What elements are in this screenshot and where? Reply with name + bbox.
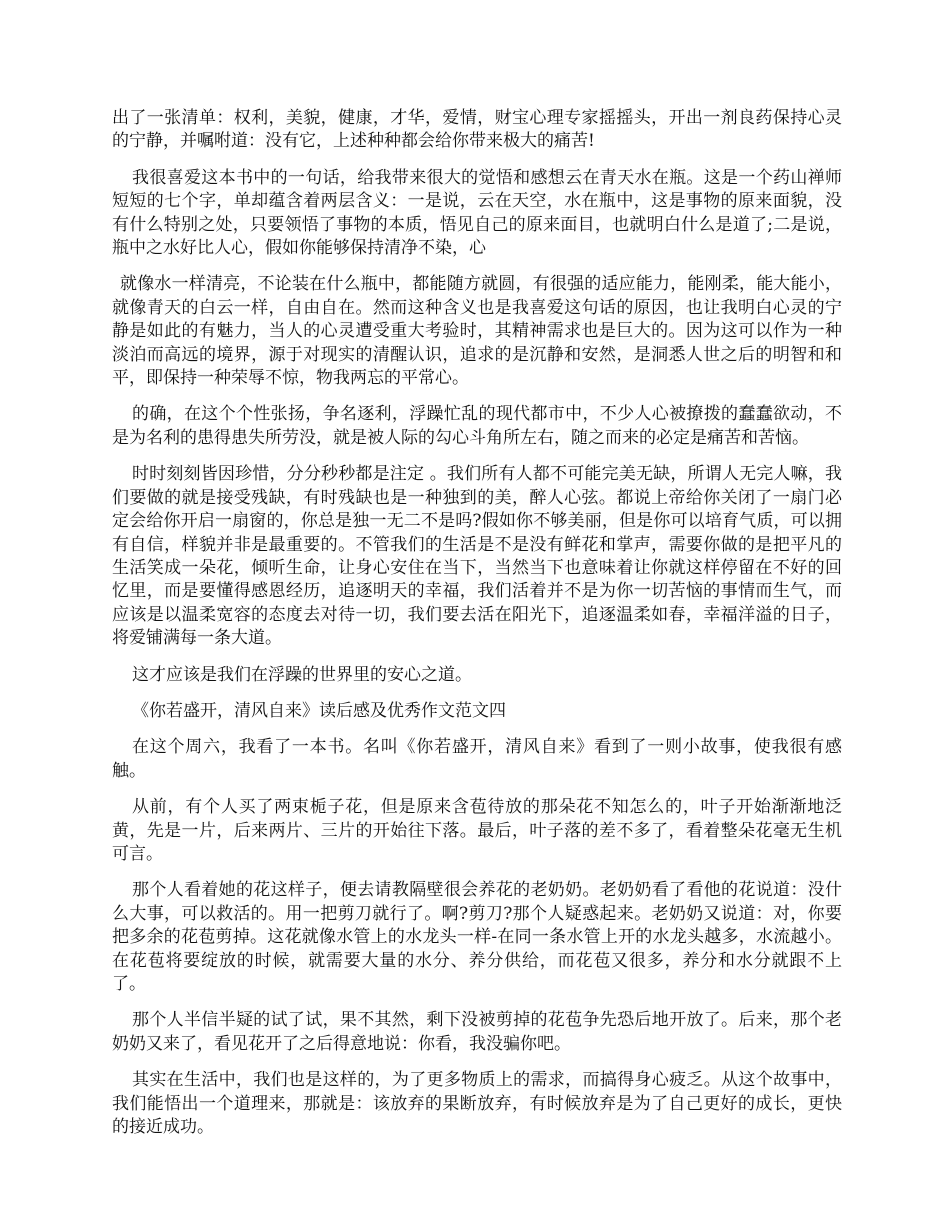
section-heading: 《你若盛开，清风自来》读后感及优秀作文范文四 [132, 700, 506, 721]
paragraph-1: 出了一张清单：权利，美貌，健康，才华，爱情，财宝心理专家摇摇头，开出一剂良药保持心灵的宁静，并嘱咐道：没有它，上述种种都会给你带来极大的痛苦! [112, 108, 842, 152]
document-body [112, 107, 842, 1152]
paragraph-2: 我很喜爱这本书中的一句话，给我带来很大的觉悟和感想云在青天水在瓶。这是一个药山禅师短短的七个字，单却蕴含着两层含义：一是说，云在天空，水在瓶中，这是事物的原来面貌，没有什么特别之处，只要领悟了事物的本质，悟见自己的原来面目，也就明白什么是道了;二是说，瓶中之水好比人心，假如你能够保持清净不染，心 [112, 167, 842, 259]
paragraph-11: 其实在生活中，我们也是这样的，为了更多物质上的需求，而搞得身心疲乏。从这个故事中，我们能悟出一个道理来，那就是：该放弃的果断放弃，有时候放弃是为了自己更好的成长，更快的接近成功。 [112, 1070, 842, 1138]
paragraph-8: 从前，有个人买了两束栀子花，但是原来含苞待放的那朵花不知怎么的，叶子开始渐渐地泛黄，先是一片，后来两片、三片的开始往下落。最后，叶子落的差不多了，看着整朵花毫无生机可言。 [112, 797, 842, 864]
paragraph-7: 在这个周六，我看了一本书。名叫《你若盛开，清风自来》看到了一则小故事，使我很有感触。 [112, 737, 842, 781]
paragraph-6: 这才应该是我们在浮躁的世界里的安心之道。 [132, 664, 472, 685]
paragraph-10: 那个人半信半疑的试了试，果不其然，剩下没被剪掉的花苞争先恐后地开放了。后来，那个老奶奶又来了，看见花开了之后得意地说：你看，我没骗你吧。 [112, 1010, 842, 1054]
paragraph-3: 就像水一样清亮，不论装在什么瓶中，都能随方就圆，有很强的适应能力，能刚柔，能大能小，就像青天的白云一样，自由自在。然而这种含义也是我喜爱这句话的原因，也让我明白心灵的宁静是如此的有魅力，当人的心灵遭受重大考验时，其精神需求也是巨大的。因为这可以作为一种淡泊而高远的境界，源于对现实的清醒认识，追求的是沉静和安然，是洞悉人世之后的明智和和平，即保持一种荣辱不惊，物我两忘的平常心。 [112, 274, 842, 389]
paragraph-9: 那个人看着她的花这样子，便去请教隔壁很会养花的老奶奶。老奶奶看了看他的花说道：没什么大事，可以救活的。用一把剪刀就行了。啊?剪刀?那个人疑惑起来。老奶奶又说道：对，你要把多余的花苞剪掉。这花就像水管上的水龙头一样-在同一条水管上开的水龙头越多，水流越小。在花苞将要绽放的时候，就需要大量的水分、养分供给，而花苞又很多，养分和水分就跟不上了。 [112, 880, 842, 994]
paragraph-5: 时时刻刻皆因珍惜，分分秒秒都是注定 。我们所有人都不可能完美无缺，所谓人无完人嘛，我们要做的就是接受残缺，有时残缺也是一种独到的美，醉人心弦。都说上帝给你关闭了一扇门必定会给你开启一扇窗的，你总是独一无二不是吗?假如你不够美丽，但是你可以培育气质，可以拥有自信，样貌并非是最重要的。不管我们的生活是不是没有鲜花和掌声，需要你做的是把平凡的生活笑成一朵花，倾听生命，让身心安住在当下，当然当下也意味着让你就这样停留在不好的回忆里，而是要懂得感恩经历，追逐明天的幸福，我们活着并不是为你一切苦恼的事情而生气，而应该是以温柔宽容的态度去对待一切，我们要去活在阳光下，追逐温柔如春，幸福洋溢的日子，将爱铺满每一条大道。 [112, 464, 842, 649]
paragraph-4: 的确，在这个个性张扬，争名逐利，浮躁忙乱的现代都市中，不少人心被撩拨的蠢蠢欲动，不是为名利的患得患失所劳没，就是被人际的勾心斗角所左右，随之而来的必定是痛苦和苦恼。 [112, 404, 842, 448]
